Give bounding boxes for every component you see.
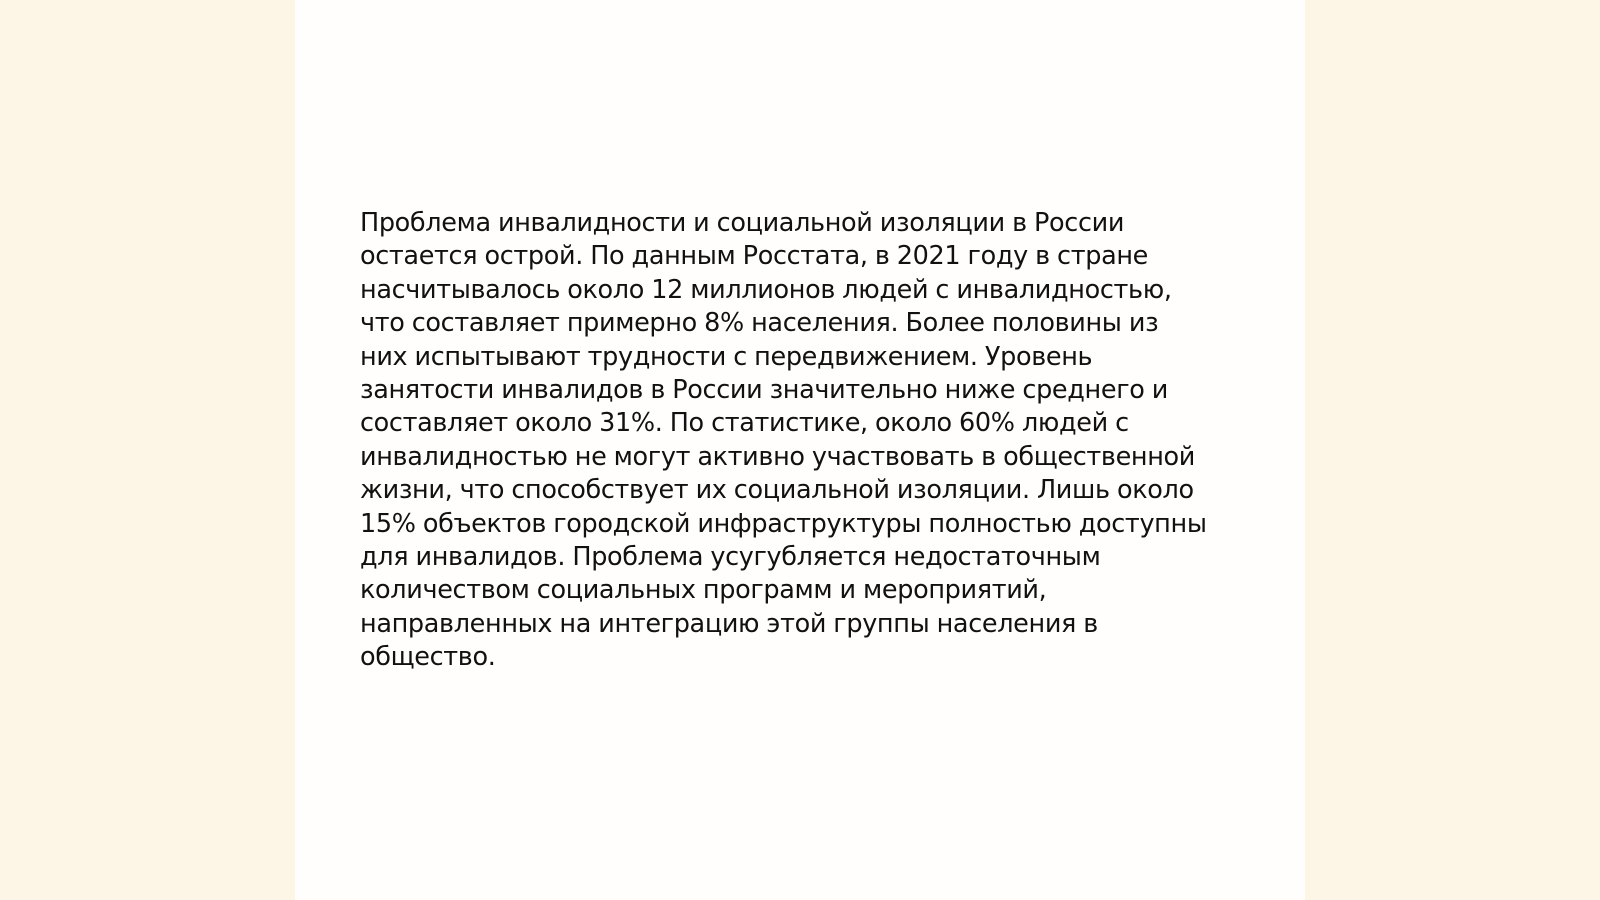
paragraph-line: занятости инвалидов в России значительно ниже среднего и <box>360 375 1168 406</box>
paragraph-line: количеством социальных программ и мероприятий, <box>360 575 1047 606</box>
paragraph-line: составляет около 31%. По статистике, около 60% людей с <box>360 408 1129 439</box>
paragraph-line: для инвалидов. Проблема усугубляется недостаточным <box>360 542 1101 573</box>
paragraph-line: что составляет примерно 8% населения. Более половины из <box>360 308 1159 339</box>
paragraph-line: насчитывалось около 12 миллионов людей с инвалидностью, <box>360 274 1172 305</box>
paragraph-line: жизни, что способствует их социальной изоляции. Лишь около <box>360 475 1194 506</box>
paragraph-line: них испытывают трудности с передвижением. Уровень <box>360 341 1093 372</box>
left-margin-panel <box>0 0 295 900</box>
paragraph-line: направленных на интеграцию этой группы населения в <box>360 608 1098 639</box>
paragraph-line: Проблема инвалидности и социальной изоляции в России <box>360 208 1125 238</box>
slide-page <box>295 0 1317 900</box>
body-paragraph <box>360 207 1260 675</box>
right-margin-panel <box>1305 0 1600 900</box>
paragraph-line: остается острой. По данным Росстата, в 2021 году в стране <box>360 241 1149 272</box>
paragraph-line: 15% объектов городской инфраструктуры полностью доступны <box>360 508 1207 539</box>
paragraph-line: общество. <box>360 642 496 673</box>
paragraph-line: инвалидностью не могут активно участвовать в общественной <box>360 441 1196 472</box>
